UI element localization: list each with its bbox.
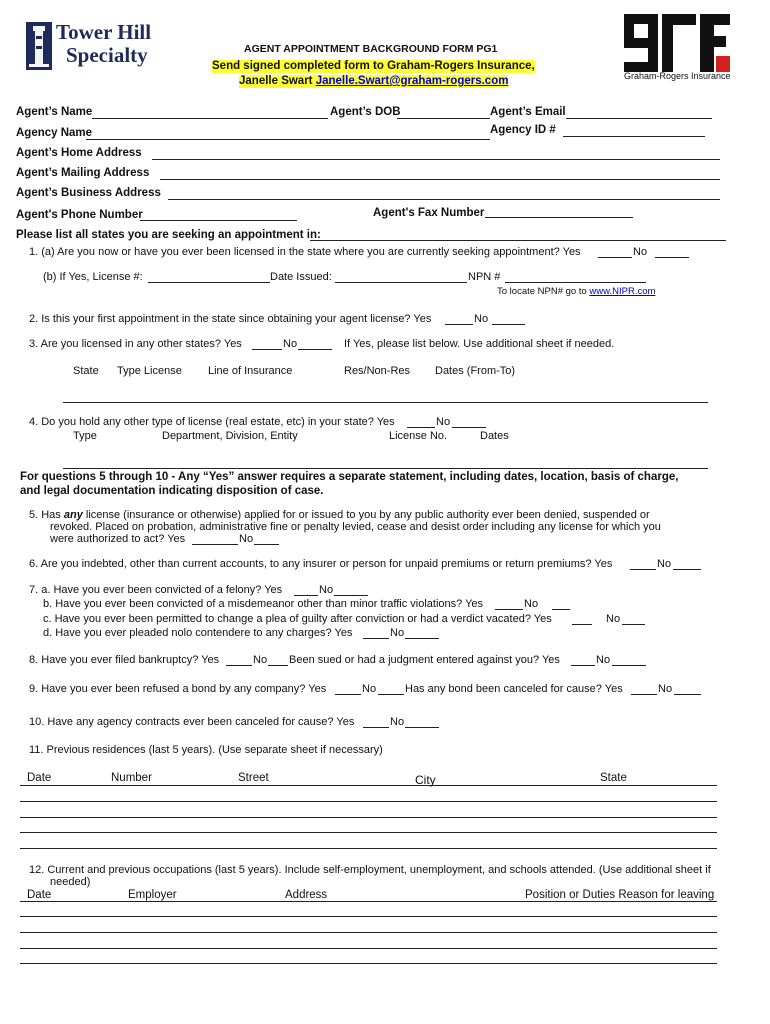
q5-line1 xyxy=(29,509,650,522)
send-instructions-line2 xyxy=(239,75,508,88)
q1a-text: 1. (a) Are you now or have you ever been licensed in the state where you are currently seeking appointment? Yes xyxy=(29,246,581,258)
q1b-license-field[interactable] xyxy=(148,282,270,283)
tower-hill-logo-line1: Tower Hill xyxy=(56,20,152,44)
q6-yes-field[interactable] xyxy=(630,569,656,570)
q8-no-field[interactable] xyxy=(268,665,288,666)
q5-line2: revoked. Placed on probation, administrative fine or penalty levied, cease and desist order including any license for which you xyxy=(50,521,661,533)
q4-no-label: No xyxy=(436,416,451,428)
q4-col-type: Type xyxy=(73,430,97,442)
q1b-date-field[interactable] xyxy=(335,282,467,283)
q11-col-street: Street xyxy=(238,772,269,784)
agent-dob-field[interactable] xyxy=(397,118,490,119)
q12-col-employer: Employer xyxy=(128,889,177,901)
q3-text: 3. Are you licensed in any other states? Yes xyxy=(29,338,242,350)
q12-row-line[interactable] xyxy=(20,963,717,964)
phone-field[interactable] xyxy=(140,220,297,221)
q5-yes-field[interactable] xyxy=(192,544,238,545)
q8-text: 8. Have you ever filed bankruptcy? Yes xyxy=(29,654,220,666)
agent-dob-label: Agent’s DOB xyxy=(330,106,401,118)
q3-col-line: Line of Insurance xyxy=(208,365,293,377)
q1b-date-label: Date Issued: xyxy=(270,271,332,283)
q2-yes-field[interactable] xyxy=(445,324,473,325)
q11-col-number: Number xyxy=(111,772,152,784)
fax-label: Agent's Fax Number xyxy=(373,207,485,219)
nipr-link[interactable]: www.NIPR.com xyxy=(589,286,656,297)
tower-hill-logo-line2: Specialty xyxy=(66,43,148,67)
fax-field[interactable] xyxy=(485,217,633,218)
q12-line2: needed) xyxy=(50,876,91,888)
q7b-text: b. Have you ever been convicted of a misdemeanor other than minor traffic violations? Yes xyxy=(43,598,484,610)
q12-col-address: Address xyxy=(285,889,328,901)
business-address-field[interactable] xyxy=(168,199,720,200)
q11-row-line[interactable] xyxy=(20,817,717,818)
q6-no-label: No xyxy=(657,558,672,570)
q7a-no-label: No xyxy=(319,584,334,596)
q12-row-line[interactable] xyxy=(20,916,717,917)
agent-email-field[interactable] xyxy=(566,118,712,119)
q7b-yes-field[interactable] xyxy=(495,609,523,610)
agency-id-label: Agency ID # xyxy=(490,124,556,136)
q9-canceled-yes-field[interactable] xyxy=(631,694,657,695)
form-title: AGENT APPOINTMENT BACKGROUND FORM PG1 xyxy=(244,43,498,55)
q7c-text: c. Have you ever been permitted to change a plea of guilty after conviction or had a verdict vacated? Yes xyxy=(43,613,552,625)
npn-hint xyxy=(497,287,655,298)
send-instructions-line1: Send signed completed form to Graham-Rogers Insurance, xyxy=(212,60,535,72)
home-address-field[interactable] xyxy=(152,159,720,160)
q1a-no-field[interactable] xyxy=(655,257,689,258)
agency-id-field[interactable] xyxy=(563,136,705,137)
q3-if-yes: If Yes, please list below. Use additional sheet if needed. xyxy=(344,338,615,350)
states-field[interactable] xyxy=(310,240,726,241)
q8-yes-field[interactable] xyxy=(226,665,252,666)
q1b-npn-label: NPN # xyxy=(468,271,501,283)
q11-col-date: Date xyxy=(27,772,52,784)
q12-row-line[interactable] xyxy=(20,948,717,949)
q11-row-line[interactable] xyxy=(20,785,717,786)
npn-hint-text: To locate NPN# go to xyxy=(497,286,590,297)
mailing-address-label: Agent’s Mailing Address xyxy=(16,167,150,179)
q12-line1: 12. Current and previous occupations (last 5 years). Include self-employment, unemployment, and schools attended. (Use additional sheet if xyxy=(29,864,711,876)
q8-sued-yes-field[interactable] xyxy=(571,665,595,666)
q10-no-field[interactable] xyxy=(405,727,439,728)
q7c-no-label: No xyxy=(606,613,621,625)
send-email-link[interactable]: Janelle.Swart@graham-rogers.com xyxy=(315,75,509,87)
q11-row-line[interactable] xyxy=(20,832,717,833)
lighthouse-icon xyxy=(26,22,52,70)
q7d-no-field[interactable] xyxy=(405,638,439,639)
q5-no-field[interactable] xyxy=(254,544,279,545)
q7c-no-field[interactable] xyxy=(622,624,645,625)
q2-no-field[interactable] xyxy=(492,324,525,325)
q3-col-state: State xyxy=(73,365,99,377)
q10-yes-field[interactable] xyxy=(363,727,389,728)
q5-emphasis: any xyxy=(63,509,83,521)
q5-line1-rest: license (insurance or otherwise) applied for or issued to you by any public authority ever been denied, suspended or xyxy=(82,509,650,521)
q12-row-line[interactable] xyxy=(20,932,717,933)
q10-no-label: No xyxy=(390,716,405,728)
q7a-yes-field[interactable] xyxy=(294,595,318,596)
q3-no-label: No xyxy=(283,338,298,350)
agency-name-label: Agency Name xyxy=(16,127,93,139)
q7b-no-label: No xyxy=(524,598,539,610)
q9-no-field[interactable] xyxy=(378,694,404,695)
q3-no-field[interactable] xyxy=(298,349,332,350)
q7d-text: d. Have you ever pleaded nolo contendere to any charges? Yes xyxy=(43,627,353,639)
q4-yes-field[interactable] xyxy=(407,427,435,428)
business-address-label: Agent’s Business Address xyxy=(16,187,161,199)
q11-col-state: State xyxy=(600,772,627,784)
notice-line2: and legal documentation indicating disposition of case. xyxy=(20,485,324,497)
q8-no-label: No xyxy=(253,654,268,666)
q10-text: 10. Have any agency contracts ever been canceled for cause? Yes xyxy=(29,716,355,728)
gr-logo-mark xyxy=(624,14,730,72)
q7d-yes-field[interactable] xyxy=(363,638,389,639)
q8-sued-no-field[interactable] xyxy=(612,665,646,666)
q1b-npn-field[interactable] xyxy=(505,282,646,283)
q9-no-label: No xyxy=(362,683,377,695)
q6-text: 6. Are you indebted, other than current accounts, to any insurer or person for unpaid premiums or return premiums? Yes xyxy=(29,558,613,570)
q2-text: 2. Is this your first appointment in the state since obtaining your agent license? Yes xyxy=(29,313,432,325)
q1a-yes-field[interactable] xyxy=(598,257,632,258)
q3-entry-line[interactable] xyxy=(63,402,708,403)
mailing-address-field[interactable] xyxy=(160,179,720,180)
q4-col-dates: Dates xyxy=(480,430,509,442)
agency-name-field[interactable] xyxy=(86,139,490,140)
agent-email-label: Agent’s Email xyxy=(490,106,566,118)
q3-yes-field[interactable] xyxy=(252,349,282,350)
q9-text: 9. Have you ever been refused a bond by any company? Yes xyxy=(29,683,327,695)
q7b-no-field[interactable] xyxy=(552,609,570,610)
q4-col-dept: Department, Division, Entity xyxy=(162,430,298,442)
q9-yes-field[interactable] xyxy=(335,694,361,695)
graham-rogers-caption: Graham-Rogers Insurance xyxy=(624,71,731,81)
q11-row-line[interactable] xyxy=(20,801,717,802)
q2-no-label: No xyxy=(474,313,489,325)
q12-row-line[interactable] xyxy=(20,901,717,902)
q3-col-res: Res/Non-Res xyxy=(344,365,411,377)
q5-prefix: 5. Has xyxy=(29,509,64,521)
q5-line3: were authorized to act? Yes xyxy=(50,533,186,545)
q3-col-dates: Dates (From-To) xyxy=(435,365,516,377)
q7c-yes-field[interactable] xyxy=(572,624,592,625)
q4-entry-line[interactable] xyxy=(63,468,708,469)
q11-text: 11. Previous residences (last 5 years). (Use separate sheet if necessary) xyxy=(29,744,383,756)
q12-col-position: Position or Duties Reason for leaving xyxy=(525,889,715,901)
q1a-no-label: No xyxy=(633,246,648,258)
q4-col-license: License No. xyxy=(389,430,448,442)
q8-sued-no-label: No xyxy=(596,654,611,666)
q4-no-field[interactable] xyxy=(452,427,486,428)
q6-no-field[interactable] xyxy=(673,569,701,570)
q8-sued-text: Been sued or had a judgment entered against you? Yes xyxy=(289,654,560,666)
phone-label: Agent's Phone Number xyxy=(16,209,143,221)
q9-canceled-no-label: No xyxy=(658,683,673,695)
agent-name-field[interactable] xyxy=(92,118,328,119)
q1b-license-label: (b) If Yes, License #: xyxy=(43,271,143,283)
notice-line1: For questions 5 through 10 - Any “Yes” answer requires a separate statement, including dates, location, basis of charge, xyxy=(20,471,679,483)
q11-row-line[interactable] xyxy=(20,848,717,849)
q3-col-type: Type License xyxy=(117,365,182,377)
q11-col-city: City xyxy=(415,773,436,787)
q9-canceled-text: Has any bond been canceled for cause? Yes xyxy=(405,683,623,695)
home-address-label: Agent’s Home Address xyxy=(16,147,142,159)
q5-no-label: No xyxy=(239,533,254,545)
agent-name-label: Agent’s Name xyxy=(16,106,93,118)
q7d-no-label: No xyxy=(390,627,405,639)
q9-canceled-no-field[interactable] xyxy=(674,694,701,695)
q7a-text: 7. a. Have you ever been convicted of a felony? Yes xyxy=(29,584,283,596)
states-prompt: Please list all states you are seeking an appointment in: xyxy=(16,229,321,241)
q4-text: 4. Do you hold any other type of license (real estate, etc) in your state? Yes xyxy=(29,416,395,428)
q12-col-date: Date xyxy=(27,889,52,901)
send-recipient: Janelle Swart xyxy=(239,75,316,87)
q7a-no-field[interactable] xyxy=(334,595,368,596)
